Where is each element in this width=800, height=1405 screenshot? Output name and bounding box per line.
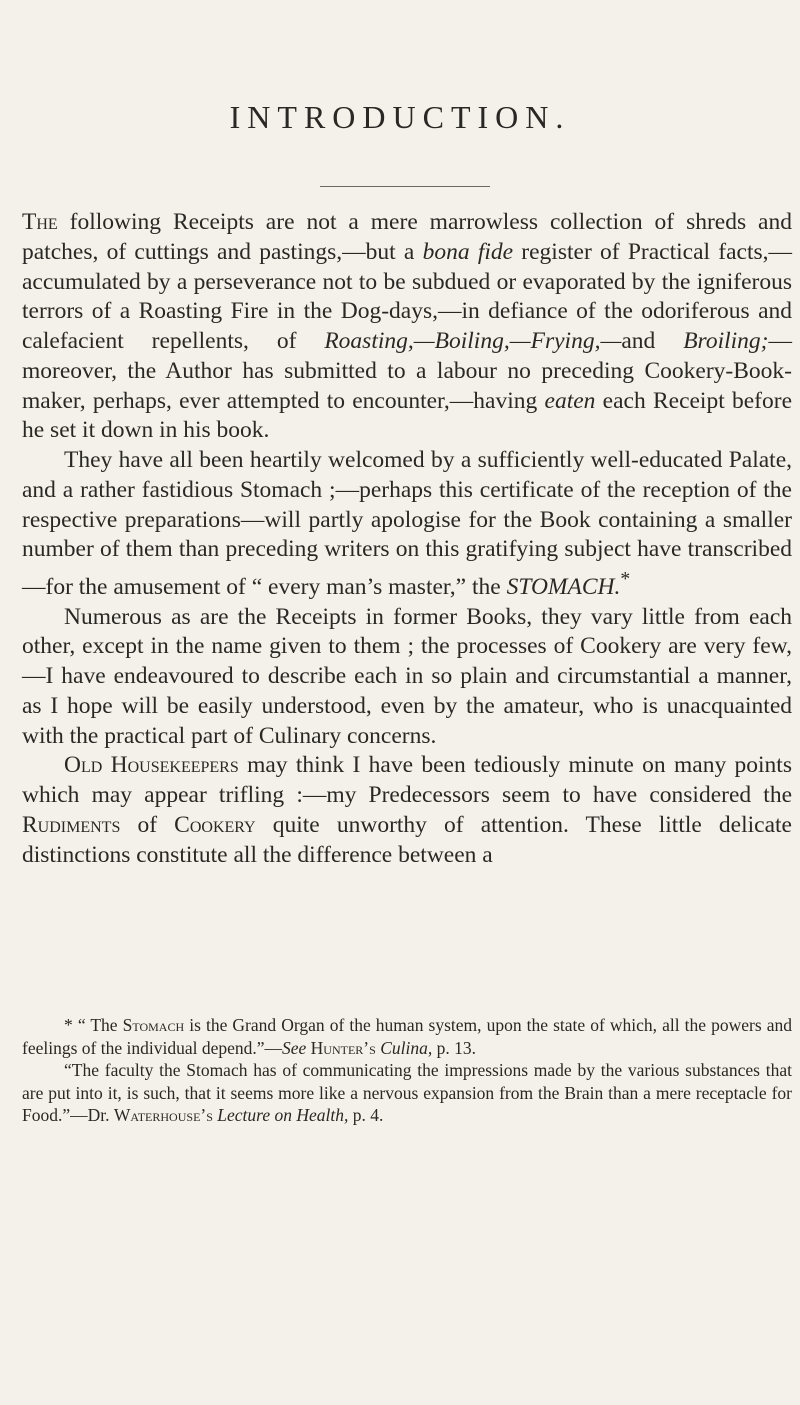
paragraph-1: The following Receipts are not a mere marrowless collection of shreds and patches, of cuttings and pastings,—but a bona fide register of Practical facts,—accumulated by a perseverance not to be subdued or evaporated by the igniferous terrors of a Roasting Fire in the Dog-days,—in defiance of the odoriferous and calefacient repellents, of Roasting,—Boiling,—Frying,—and Broiling;—moreover, the Author has submitted to a labour no preceding Cookery-Book-maker, perhaps, ever attempted to encounter,—having eaten each Receipt before he set it down in his book. <box>22 209 793 444</box>
italic-phrase: Roasting,—Boiling,—Frying,— <box>324 328 622 354</box>
lead-word: The <box>22 209 58 235</box>
chapter-heading: INTRODUCTION. <box>229 99 571 136</box>
footnote-marker: * <box>620 569 631 590</box>
italic-phrase: STOMACH. <box>506 573 621 600</box>
italic-phrase: bona fide <box>422 238 514 265</box>
heading-rule <box>320 186 490 187</box>
paragraph-3: Numerous as are the Receipts in former Books, they vary little from each other, except in the name given to them ; the processes of Cookery are very few,—I have endeavoured to describe each in so plain and circumstantial a manner, as I hope will be easily understood, even by the amateur, who is unacquainted with the practical part of Culinary concerns. <box>22 603 792 749</box>
main-text <box>22 208 792 870</box>
footnote-2: “The faculty the Stomach has of communicating the impressions made by the various substances that are put into it, is such, that it seems more like a nervous expansion from the Brain than a mere receptacle for Food.”—Dr. Waterhouse’s Lecture on Health, p. 4. <box>22 1060 792 1125</box>
italic-phrase: eaten <box>544 387 596 414</box>
paragraph-4: Old Housekeepers may think I have been tediously minute on many points which may appear trifling :—my Predecessors seem to have considered the Rudiments of Cookery quite unworthy of attention. These little delicate distinctions constitute all the difference between a <box>22 752 792 868</box>
paragraph-2: They have all been heartily welcomed by a sufficiently well-educated Palate, and a rather fastidious Stomach ;—perhaps this certificate of the reception of the respective preparations—will partly apologise for the Book containing a smaller number of them than preceding writers on this gratifying subject have transcribed—for the amusement of “ every man’s master,” the STOMACH.* <box>22 447 792 600</box>
footnote-1: * “ The Stomach is the Grand Organ of the human system, upon the state of which, all the powers and feelings of the individual depend.”—See Hunter’s Culina, p. 13. <box>22 1015 792 1058</box>
italic-phrase: Broiling; <box>683 328 769 354</box>
footnotes <box>22 1014 792 1127</box>
